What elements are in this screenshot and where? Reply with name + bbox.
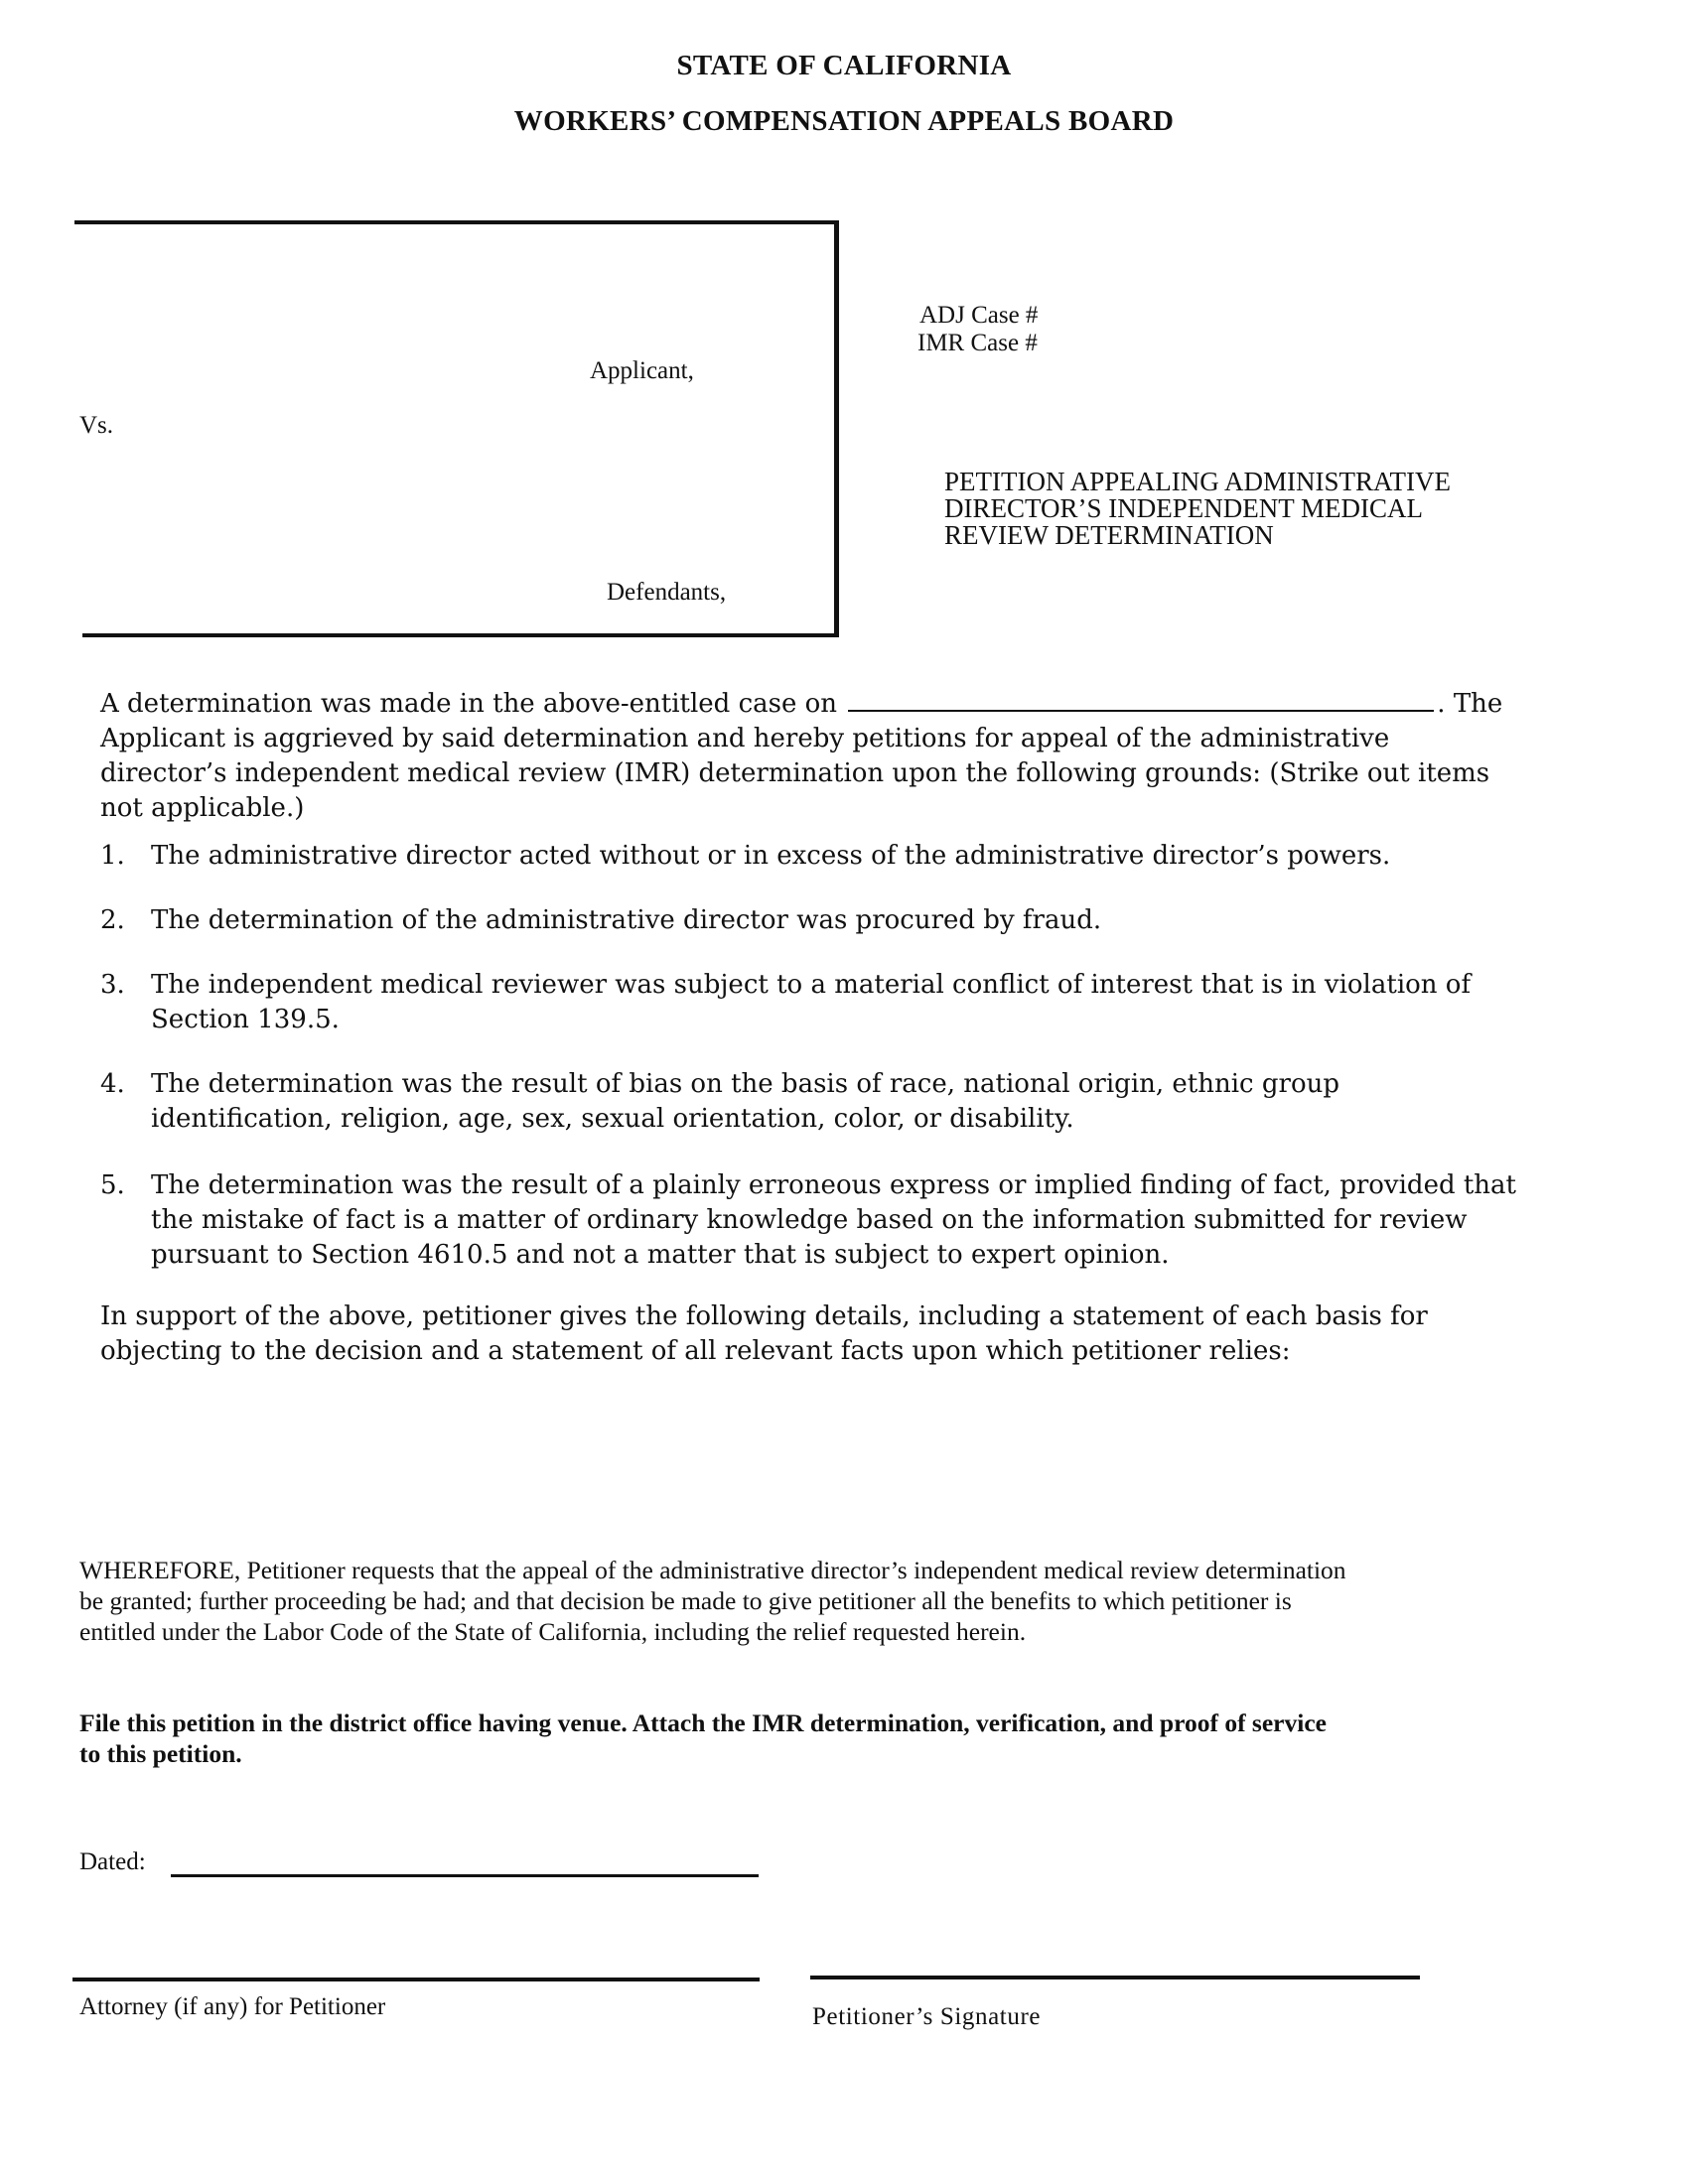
ground-text: The determination was the result of a plainly erroneous express or implied finding of fact, provided that	[151, 1170, 1517, 1200]
petition-title	[944, 469, 1451, 549]
intro-first-line	[100, 684, 1610, 722]
header-board: WORKERS’ COMPENSATION APPEALS BOARD	[513, 105, 1175, 137]
intro-line: not applicable.)	[100, 793, 305, 823]
dated-label: Dated:	[79, 1848, 146, 1875]
filing-line: File this petition in the district office having venue. Attach the IMR determination, verification, and proof of service	[79, 1708, 1327, 1737]
support-line: objecting to the decision and a statement of all relevant facts upon which petitioner relies:	[100, 1336, 1291, 1366]
ground-number: 5.	[100, 1170, 125, 1200]
ground-text: identification, religion, age, sex, sexual orientation, color, or disability.	[151, 1104, 1074, 1134]
header-state: STATE OF CALIFORNIA	[676, 50, 1012, 81]
defendants-label: Defendants,	[607, 579, 727, 606]
petitioner-signature-line[interactable]	[810, 1976, 1420, 1979]
wherefore-line: entitled under the Labor Code of the State of California, including the relief requested herein.	[79, 1617, 1027, 1646]
support-paragraph	[100, 1299, 1610, 1369]
intro-paragraph	[100, 684, 1610, 826]
imr-case-label: IMR Case #	[917, 330, 1038, 356]
determination-date-blank[interactable]	[848, 684, 1434, 712]
support-details-area[interactable]	[100, 1380, 1590, 1539]
ground-number: 4.	[100, 1069, 125, 1099]
intro-line: director’s independent medical review (IMR) determination upon the following grounds: (Strike out items	[100, 758, 1490, 788]
title-line: DIRECTOR’S INDEPENDENT MEDICAL	[944, 493, 1423, 523]
ground-text: The independent medical reviewer was subject to a material conflict of interest that is in violation of	[151, 970, 1472, 1000]
ground-text: The determination of the administrative director was procured by fraud.	[151, 905, 1102, 935]
ground-text: pursuant to Section 4610.5 and not a matter that is subject to expert opinion.	[151, 1240, 1170, 1270]
dated-line[interactable]	[171, 1874, 759, 1877]
ground-number: 3.	[100, 970, 125, 1000]
adj-case-label: ADJ Case #	[919, 302, 1039, 329]
wherefore-line: be granted; further proceeding be had; and that decision be made to give petitioner all the benefits to which petitioner is	[79, 1586, 1292, 1615]
intro-text-after: . The	[1437, 689, 1503, 719]
intro-text: A determination was made in the above-entitled case on	[100, 689, 838, 719]
ground-text: The determination was the result of bias on the basis of race, national origin, ethnic group	[151, 1069, 1339, 1099]
attorney-label: Attorney (if any) for Petitioner	[79, 1993, 386, 2020]
ground-text: the mistake of fact is a matter of ordinary knowledge based on the information submitted for review	[151, 1205, 1468, 1235]
petitioner-signature-label: Petitioner’s Signature	[812, 2003, 1042, 2030]
ground-text: Section 139.5.	[151, 1005, 340, 1034]
caption-right-border	[834, 220, 839, 637]
ground-number: 2.	[100, 905, 125, 935]
ground-text: The administrative director acted without or in excess of the administrative director’s powers.	[151, 841, 1391, 871]
caption-bottom-border	[82, 633, 839, 637]
wherefore-line: WHEREFORE, Petitioner requests that the appeal of the administrative director’s independent medical review determination	[79, 1556, 1346, 1584]
filing-line: to this petition.	[79, 1739, 242, 1768]
vs-label: Vs.	[79, 412, 114, 439]
title-line: REVIEW DETERMINATION	[944, 520, 1274, 550]
wherefore-paragraph	[79, 1555, 1628, 1647]
applicant-label: Applicant,	[590, 357, 694, 384]
caption-top-border	[74, 220, 839, 224]
ground-number: 1.	[100, 841, 125, 871]
support-line: In support of the above, petitioner gives the following details, including a statement of each basis for	[100, 1301, 1428, 1331]
title-line: PETITION APPEALING ADMINISTRATIVE	[944, 467, 1451, 496]
filing-instructions	[79, 1707, 1628, 1769]
intro-line: Applicant is aggrieved by said determination and hereby petitions for appeal of the administrative	[100, 724, 1390, 753]
attorney-signature-line[interactable]	[72, 1978, 760, 1981]
